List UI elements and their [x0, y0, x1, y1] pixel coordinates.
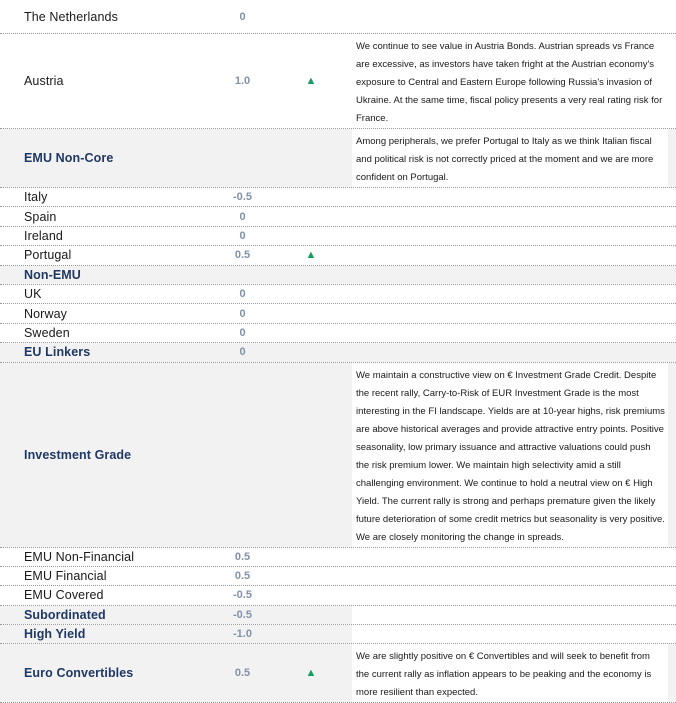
row-comment: Among peripherals, we prefer Portugal to Italy as we think Italian fiscal and political risk is not correctly priced at the moment and we are more confident on Portugal. [356, 136, 654, 183]
row-value: -0.5 [233, 608, 252, 621]
table-row [0, 207, 676, 226]
row-value: 0.5 [234, 570, 251, 583]
row-value: 0 [239, 210, 246, 223]
row-arrow-cell [270, 586, 352, 604]
row-label: UK [24, 287, 42, 302]
row-arrow-cell [270, 343, 352, 361]
row-arrow-cell [270, 363, 352, 547]
table-row [0, 548, 676, 567]
table-row [0, 0, 676, 34]
row-value: 0 [239, 229, 246, 242]
row-arrow-cell [270, 227, 352, 245]
row-label: EMU Financial [24, 569, 107, 584]
row-arrow-cell [270, 188, 352, 206]
row-label: Portugal [24, 248, 72, 263]
row-value-cell [215, 606, 270, 624]
row-comment-cell [352, 34, 668, 128]
row-label-cell [0, 567, 215, 585]
row-comment-cell [352, 304, 668, 322]
row-label: Norway [24, 306, 67, 321]
row-value: 1.0 [234, 75, 251, 87]
row-label-cell [0, 207, 215, 225]
row-right-edge [668, 0, 676, 33]
row-label: Spain [24, 209, 57, 224]
table-row [0, 34, 676, 129]
row-right-edge [668, 586, 676, 604]
row-comment-cell [352, 644, 668, 702]
row-value: 0 [239, 326, 246, 339]
table-row [0, 129, 676, 188]
row-label: EU Linkers [24, 345, 91, 360]
row-label-cell [0, 548, 215, 566]
row-right-edge [668, 207, 676, 225]
row-value: -1.0 [233, 628, 252, 641]
row-arrow-cell [270, 567, 352, 585]
up-triangle-icon: ▲ [305, 74, 317, 87]
row-label-cell [0, 363, 215, 547]
table-row [0, 227, 676, 246]
row-comment-cell [352, 363, 668, 547]
table-row [0, 567, 676, 586]
row-arrow-cell [270, 548, 352, 566]
row-comment-cell [352, 285, 668, 303]
row-label-cell [0, 227, 215, 245]
row-value-cell [215, 246, 270, 264]
table-row [0, 644, 676, 703]
row-right-edge [668, 363, 676, 547]
row-label-cell [0, 644, 215, 702]
row-label-cell [0, 343, 215, 361]
row-right-edge [668, 324, 676, 342]
row-value: 0.5 [234, 667, 251, 680]
row-value: 0 [239, 10, 246, 23]
row-label-cell [0, 188, 215, 206]
row-label: Italy [24, 190, 48, 205]
row-label: EMU Non-Financial [24, 549, 135, 564]
row-arrow-cell [270, 285, 352, 303]
row-comment: We maintain a constructive view on € Investment Grade Credit. Despite the recent rally, Carry-to-Risk of EUR Investment Grade is the most interesting in the FI landscape. Yields are at 10-year highs, risk premiums are above historical averages and provide attractive entry points. Positive seasonality, low primary issuance and attractive valuations could push the risk premium lower. We maintain high selectivity amid a still challenging environment. We continue to hold a neutral view on € High Yield. The current rally is strong and perhaps premature given the likely future deterioration of some credit metrics but seasonality is very positive. We are closely monitoring the change in spreads. [356, 369, 665, 543]
row-right-edge [668, 644, 676, 702]
row-comment-cell [352, 207, 668, 225]
row-value: -0.5 [233, 191, 252, 204]
row-value-cell [215, 363, 270, 547]
row-arrow-cell [270, 644, 352, 702]
row-value-cell [215, 567, 270, 585]
row-value-cell [215, 625, 270, 643]
row-comment-cell [352, 548, 668, 566]
row-label-cell [0, 246, 215, 264]
table-row [0, 266, 676, 285]
row-right-edge [668, 129, 676, 187]
row-label: Non-EMU [24, 267, 81, 282]
row-value-cell [215, 644, 270, 702]
row-comment-cell [352, 343, 668, 361]
row-value: 0.5 [234, 249, 251, 262]
table-row [0, 586, 676, 605]
row-right-edge [668, 227, 676, 245]
row-right-edge [668, 304, 676, 322]
row-value-cell [215, 188, 270, 206]
row-arrow-cell [270, 304, 352, 322]
table-row [0, 606, 676, 625]
table-row [0, 188, 676, 207]
row-label-cell [0, 0, 215, 33]
row-right-edge [668, 343, 676, 361]
row-label-cell [0, 266, 215, 284]
row-label-cell [0, 304, 215, 322]
row-label: Austria [24, 74, 64, 88]
row-right-edge [668, 548, 676, 566]
row-label-cell [0, 586, 215, 604]
row-label-cell [0, 625, 215, 643]
row-label: Sweden [24, 325, 70, 340]
row-arrow-cell [270, 34, 352, 128]
row-label: Subordinated [24, 607, 106, 622]
row-comment-cell [352, 188, 668, 206]
row-arrow-cell [270, 625, 352, 643]
row-arrow-cell [270, 324, 352, 342]
row-value: 0 [239, 288, 246, 301]
row-arrow-cell [270, 0, 352, 33]
row-value: 0 [239, 307, 246, 320]
row-value-cell [215, 304, 270, 322]
row-comment-cell [352, 625, 668, 643]
row-right-edge [668, 567, 676, 585]
row-right-edge [668, 246, 676, 264]
row-label-cell [0, 324, 215, 342]
row-label-cell [0, 34, 215, 128]
row-label: Investment Grade [24, 447, 132, 462]
row-label: Ireland [24, 228, 63, 243]
row-value: 0.5 [234, 550, 251, 563]
row-value-cell [215, 343, 270, 361]
row-value: 0 [239, 346, 246, 359]
row-value-cell [215, 34, 270, 128]
row-value: -0.5 [233, 589, 252, 602]
up-triangle-icon: ▲ [305, 666, 317, 679]
row-right-edge [668, 34, 676, 128]
row-comment-cell [352, 129, 668, 187]
row-value-cell [215, 548, 270, 566]
row-value-cell [215, 285, 270, 303]
row-arrow-cell [270, 606, 352, 624]
row-right-edge [668, 188, 676, 206]
row-right-edge [668, 285, 676, 303]
row-value-cell [215, 227, 270, 245]
row-comment-cell [352, 266, 668, 284]
row-label: High Yield [24, 627, 86, 642]
table-row [0, 343, 676, 362]
row-right-edge [668, 625, 676, 643]
row-value-cell [215, 266, 270, 284]
row-label-cell [0, 129, 215, 187]
row-label: EMU Non-Core [24, 151, 114, 165]
row-comment-cell [352, 0, 668, 33]
row-label-cell [0, 606, 215, 624]
row-value-cell [215, 207, 270, 225]
row-comment-cell [352, 567, 668, 585]
row-arrow-cell [270, 129, 352, 187]
row-arrow-cell [270, 266, 352, 284]
table-row [0, 625, 676, 644]
up-triangle-icon: ▲ [305, 248, 317, 261]
row-comment-cell [352, 324, 668, 342]
row-comment-cell [352, 606, 668, 624]
table-row [0, 363, 676, 548]
row-comment-cell [352, 227, 668, 245]
row-comment-cell [352, 586, 668, 604]
row-label-cell [0, 285, 215, 303]
row-value-cell [215, 0, 270, 33]
table-row [0, 246, 676, 265]
row-label: Euro Convertibles [24, 666, 134, 681]
row-right-edge [668, 266, 676, 284]
table-row [0, 304, 676, 323]
row-value-cell [215, 586, 270, 604]
row-label: The Netherlands [24, 9, 118, 24]
row-comment-cell [352, 246, 668, 264]
row-arrow-cell [270, 246, 352, 264]
row-comment: We are slightly positive on € Convertibles and will seek to benefit from the current rally as inflation appears to be peaking and the economy is more resilient than expected. [356, 651, 652, 699]
table-row [0, 324, 676, 343]
row-right-edge [668, 606, 676, 624]
row-comment: We continue to see value in Austria Bonds. Austrian spreads vs France are excessive, as investors have taken fright at the Austrian economy's exposure to Central and Eastern Europe following Russia's invasion of Ukraine. At the same time, fiscal policy presents a very real rating risk for France. [356, 41, 663, 124]
table-row [0, 285, 676, 304]
row-label: EMU Covered [24, 588, 104, 603]
row-value-cell [215, 324, 270, 342]
row-arrow-cell [270, 207, 352, 225]
row-value-cell [215, 129, 270, 187]
